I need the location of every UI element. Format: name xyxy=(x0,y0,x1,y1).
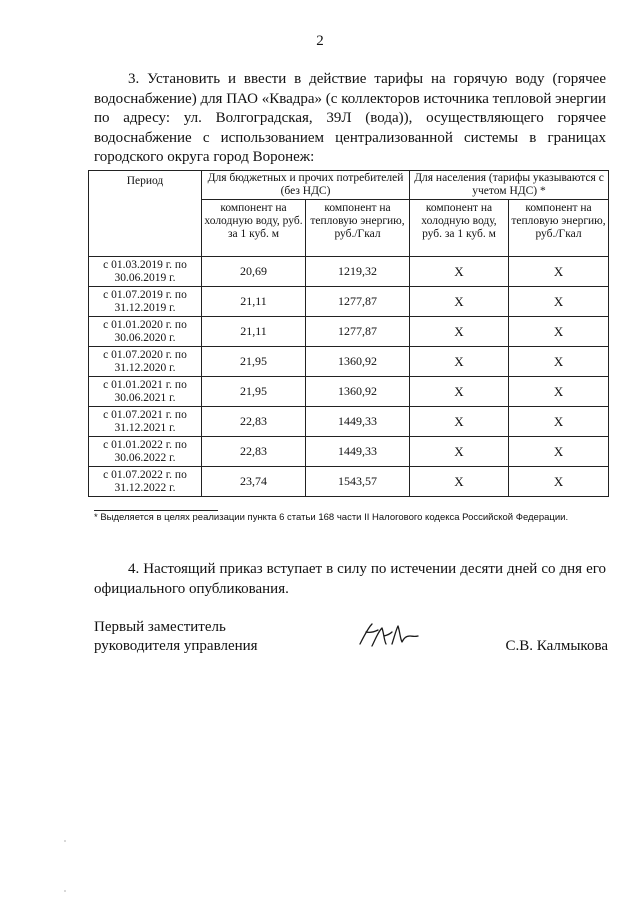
cell-pop-heat: Х xyxy=(509,467,609,497)
subheader-cold-water: компонент на холодную воду, руб. за 1 куб. м xyxy=(202,200,306,257)
period-end: 30.06.2022 г. xyxy=(114,451,176,464)
table-row xyxy=(89,317,609,347)
footnote: * Выделяется в целях реализации пункта 6 статьи 168 части II Налогового кодекса Российской Федерации. xyxy=(94,512,569,523)
cell-pop-cold: Х xyxy=(410,467,509,497)
footnote-divider xyxy=(94,510,218,511)
tariff-table xyxy=(88,170,609,497)
period-start: с 01.03.2019 г. по xyxy=(103,258,187,271)
cell-pop-heat: Х xyxy=(509,287,609,317)
period-end: 30.06.2019 г. xyxy=(114,271,176,284)
cell-period xyxy=(89,467,202,497)
cell-pop-cold: Х xyxy=(410,407,509,437)
cell-heat: 1360,92 xyxy=(306,377,410,407)
period-end: 30.06.2020 г. xyxy=(114,331,176,344)
period-start: с 01.07.2019 г. по xyxy=(103,288,187,301)
header-population: Для населения (тарифы указываются с учетом НДС) * xyxy=(410,171,609,200)
cell-cold: 23,74 xyxy=(202,467,306,497)
cell-pop-heat: Х xyxy=(509,347,609,377)
cell-cold: 22,83 xyxy=(202,407,306,437)
table-row xyxy=(89,467,609,497)
signer-title xyxy=(94,618,258,656)
period-start: с 01.07.2020 г. по xyxy=(103,348,187,361)
cell-period xyxy=(89,287,202,317)
cell-pop-heat: Х xyxy=(509,317,609,347)
cell-heat: 1219,32 xyxy=(306,257,410,287)
table-row xyxy=(89,437,609,467)
cell-cold: 21,11 xyxy=(202,317,306,347)
table-row xyxy=(89,287,609,317)
cell-pop-heat: Х xyxy=(509,407,609,437)
cell-period xyxy=(89,347,202,377)
cell-pop-cold: Х xyxy=(410,437,509,467)
cell-cold: 22,83 xyxy=(202,437,306,467)
period-end: 31.12.2020 г. xyxy=(114,361,176,374)
period-end: 31.12.2021 г. xyxy=(114,421,176,434)
period-end: 31.12.2019 г. xyxy=(114,301,176,314)
period-start: с 01.01.2020 г. по xyxy=(103,318,187,331)
signer-name: С.В. Калмыкова xyxy=(505,638,608,654)
cell-pop-heat: Х xyxy=(509,437,609,467)
cell-pop-heat: Х xyxy=(509,377,609,407)
cell-period xyxy=(89,377,202,407)
table-row xyxy=(89,407,609,437)
table-row xyxy=(89,377,609,407)
subheader-thermal: компонент на тепловую энергию, руб./Гкал xyxy=(306,200,410,257)
signer-title-line-2: руководителя управления xyxy=(94,638,258,654)
signer-title-line-1: Первый заместитель xyxy=(94,619,226,635)
cell-heat: 1277,87 xyxy=(306,317,410,347)
cell-pop-cold: Х xyxy=(410,377,509,407)
cell-pop-cold: Х xyxy=(410,317,509,347)
cell-cold: 20,69 xyxy=(202,257,306,287)
header-budget: Для бюджетных и прочих потребителей (без НДС) xyxy=(202,171,410,200)
paragraph-4: 4. Настоящий приказ вступает в силу по истечении десяти дней со дня его официального опубликования. xyxy=(94,561,606,597)
cell-heat: 1277,87 xyxy=(306,287,410,317)
subheader-cold-water-pop: компонент на холодную воду, руб. за 1 куб. м xyxy=(410,200,509,257)
cell-pop-heat: Х xyxy=(509,257,609,287)
cell-cold: 21,11 xyxy=(202,287,306,317)
cell-heat: 1543,57 xyxy=(306,467,410,497)
cell-pop-cold: Х xyxy=(410,347,509,377)
cell-heat: 1360,92 xyxy=(306,347,410,377)
handwritten-signature-icon xyxy=(354,620,422,650)
period-start: с 01.01.2021 г. по xyxy=(103,378,187,391)
subheader-thermal-pop: компонент на тепловую энергию, руб./Гкал xyxy=(509,200,609,257)
scan-speck xyxy=(64,840,66,842)
paragraph-3: 3. Установить и ввести в действие тарифы на горячую воду (горячее водоснабжение) для ПАО «Квадра» (с коллекторов источника тепловой энергии по адресу: ул. Волгоградская, 39Л (вода)), осуществляющего горячее водоснабжение с использованием централизованной системы в границах городского округа город Воронеж: xyxy=(94,71,606,165)
cell-pop-cold: Х xyxy=(410,287,509,317)
cell-pop-cold: Х xyxy=(410,257,509,287)
cell-period xyxy=(89,257,202,287)
period-start: с 01.07.2022 г. по xyxy=(103,468,187,481)
signature-block xyxy=(94,618,614,668)
period-end: 31.12.2022 г. xyxy=(114,481,176,494)
page-number: 2 xyxy=(316,33,324,49)
period-start: с 01.07.2021 г. по xyxy=(103,408,187,421)
table-row xyxy=(89,347,609,377)
cell-period xyxy=(89,437,202,467)
period-start: с 01.01.2022 г. по xyxy=(103,438,187,451)
cell-heat: 1449,33 xyxy=(306,407,410,437)
scan-speck xyxy=(64,890,66,892)
table-header-row xyxy=(89,171,609,200)
table-row xyxy=(89,257,609,287)
cell-heat: 1449,33 xyxy=(306,437,410,467)
cell-cold: 21,95 xyxy=(202,377,306,407)
period-end: 30.06.2021 г. xyxy=(114,391,176,404)
cell-cold: 21,95 xyxy=(202,347,306,377)
cell-period xyxy=(89,407,202,437)
cell-period xyxy=(89,317,202,347)
header-period: Период xyxy=(89,171,202,257)
